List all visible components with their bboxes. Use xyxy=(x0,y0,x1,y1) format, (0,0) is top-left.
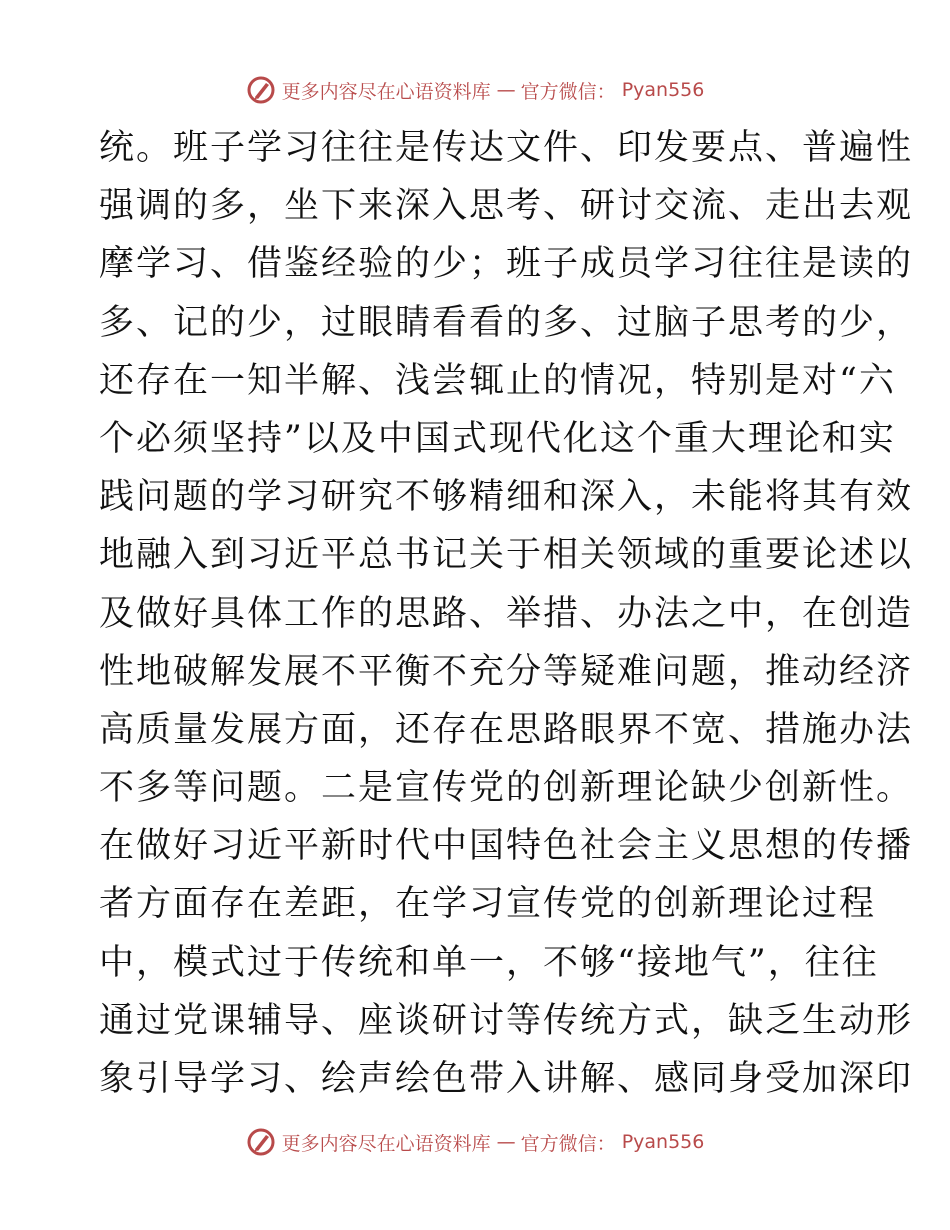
text-line: 者方面存在差距，在学习宣传党的创新理论过程 xyxy=(99,884,877,925)
text-line: 摩学习、借鉴经验的少；班子成员学习往往是读的 xyxy=(99,244,914,285)
text-line: 践问题的学习研究不够精细和深入，未能将其有效 xyxy=(99,477,914,518)
footer-watermark xyxy=(0,1122,950,1162)
watermark-separator: — xyxy=(496,79,515,101)
text-line: 统。班子学习往往是传达文件、印发要点、普遍性 xyxy=(99,128,914,168)
text-line: 及做好具体工作的思路、举措、办法之中，在创造 xyxy=(99,593,914,634)
text-line: 个必须坚持”以及中国式现代化这个重大理论和实 xyxy=(99,418,896,459)
watermark-wechat-id: Pyan556 xyxy=(621,79,705,101)
text-line: 通过党课辅导、座谈研讨等传统方式，缺乏生动形 xyxy=(99,1000,914,1041)
watermark-wechat-label: 官方微信： xyxy=(520,1132,616,1155)
quill-logo-icon xyxy=(246,1127,276,1157)
text-line: 不多等问题。二是宣传党的创新理论缺少创新性。 xyxy=(99,768,914,809)
watermark-text: 更多内容尽在心语资料库 xyxy=(281,1132,491,1155)
text-line: 地融入到习近平总书记关于相关领域的重要论述以 xyxy=(99,535,914,576)
header-watermark xyxy=(0,70,950,110)
text-line: 在做好习近平新时代中国特色社会主义思想的传播 xyxy=(99,826,914,867)
watermark-text: 更多内容尽在心语资料库 xyxy=(281,80,491,103)
quill-logo-icon xyxy=(246,75,276,105)
text-line: 高质量发展方面，还存在思路眼界不宽、措施办法 xyxy=(99,709,914,750)
watermark-wechat-id: Pyan556 xyxy=(621,1131,705,1153)
text-line: 象引导学习、绘声绘色带入讲解、感同身受加深印 xyxy=(99,1059,914,1099)
watermark-wechat-label: 官方微信： xyxy=(520,80,616,103)
text-line: 多、记的少，过眼睛看看的多、过脑子思考的少， xyxy=(99,302,914,343)
text-line: 强调的多，坐下来深入思考、研讨交流、走出去观 xyxy=(99,186,914,227)
document-body xyxy=(99,119,914,1108)
watermark-separator: — xyxy=(496,1131,515,1153)
text-line: 中，模式过于传统和单一，不够“接地气”，往往 xyxy=(99,942,879,983)
text-line: 性地破解发展不平衡不充分等疑难问题，推动经济 xyxy=(99,651,914,692)
text-line: 还存在一知半解、浅尝辄止的情况，特别是对“六 xyxy=(99,360,896,401)
